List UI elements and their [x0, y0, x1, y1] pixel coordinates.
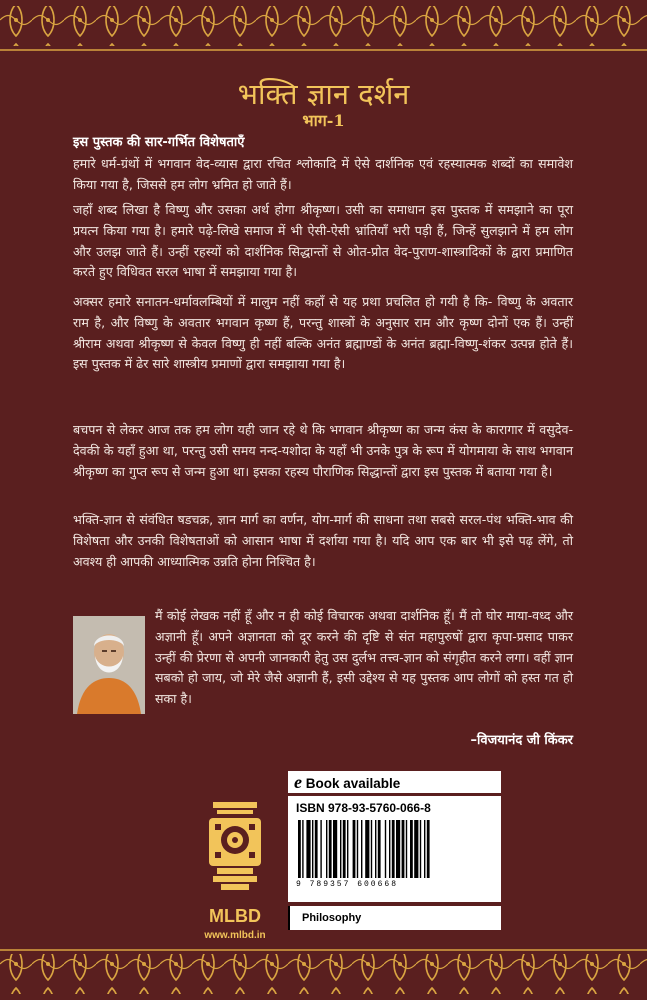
barcode-bar: [312, 820, 313, 878]
barcode-bar: [343, 820, 346, 878]
barcode-bar: [340, 820, 341, 878]
barcode-bar: [365, 820, 369, 878]
author-portrait-icon: [73, 616, 145, 714]
top-ornamental-border: [0, 0, 647, 56]
bottom-border-pattern: [0, 944, 647, 1000]
barcode-digits: 9 789357 600668: [296, 880, 399, 889]
barcode-bar: [302, 820, 303, 878]
back-cover-content: [0, 56, 647, 944]
ebook-label: Book available: [302, 776, 401, 791]
ebook-e-letter: e: [294, 772, 302, 792]
barcode-bar: [427, 820, 430, 878]
book-volume: भाग-1: [302, 111, 345, 130]
blurb-paragraph-2: जहाँ शब्द लिखा है विष्णु और उसका अर्थ होगा श्रीकृष्ण। उसी का समाधान इस पुस्तक में समझाने का पूरा प्रयत्न किया गया है। हमारे पढ़े-लिखे समाज में भी ऐसी-ऐसी भ्रांतियाँ भरी पड़ी हैं, जिन्हें सुलझाने में हम लोग और उलझ जाते हैं। उन्हीं रहस्यों को दार्शनिक सिद्धान्तों से ओत-प्रोत वेद-पुराण-शास्त्रादिकों के द्वारा प्रमाणित करते हुए विधिवत सरल भाषा में समझाया गया है।: [73, 202, 573, 280]
top-border-pattern: [0, 0, 647, 56]
blurb-paragraph-3: अक्सर हमारे सनातन-धर्मावलम्बियों में मालुम नहीं कहाँ से यह प्रथा प्रचलित हो गयी है कि- विष्णु के अवतार राम है, और विष्णु के अवतार भगवान कृष्ण हैं, परन्तु शास्त्रों के अनुसार राम और कृष्ण दोनों एक हैं। उन्हीं श्रीराम अथवा श्रीकृष्ण से केवल विष्णु ही नहीं बल्कि अनंत ब्रह्माण्डों के अनंत ब्रह्मा-विष्णु-शंकर उत्पन्न होते हैं। इस पुस्तक में ढेर सारे शास्त्रीय प्रमाणों द्वारा समझाया गया है।: [73, 294, 573, 372]
barcode-bar: [424, 820, 425, 878]
features-heading: इस पुस्तक की सार-गर्भित विशेषताएँ: [73, 135, 245, 150]
barcode-bar: [329, 820, 332, 878]
barcode-bar: [306, 820, 310, 878]
publisher-url: www.mlbd.in: [204, 930, 266, 941]
barcode-bar: [315, 820, 318, 878]
barcode-bar: [392, 820, 395, 878]
barcode-bar: [378, 820, 381, 878]
barcode-bar: [298, 820, 301, 878]
barcode-bar: [375, 820, 376, 878]
barcode-bar: [326, 820, 327, 878]
barcode-bar: [396, 820, 400, 878]
barcode-icon: [296, 820, 494, 878]
isbn-number: ISBN 978-93-5760-066-8: [296, 801, 431, 815]
barcode-bar: [410, 820, 413, 878]
barcode-bar: [357, 820, 358, 878]
barcode-bar: [320, 820, 321, 878]
bottom-ornamental-border: [0, 944, 647, 1000]
ebook-badge: [288, 771, 501, 793]
author-quote: मैं कोई लेखक नहीं हूँ और न ही कोई विचारक अथवा दार्शनिक हूँ। मैं तो घोर माया-वध्द और अज्ञानी हूँ। अपने अज्ञानता को दूर करने की दृष्टि से संत महापुरुषों द्वारा कृपा-प्रसाद पाकर उन्हीं की प्रेरणा से अपनी जानकारी हेतु उस दुर्लभ तत्त्व-ज्ञान को संगृहीत करने लगा। वहीं ज्ञान सबको हो जाय, जो मेरे जैसे अज्ञानी हैं, इसी उद्देश्य से यह पुस्तक आप लोगों को हस्त गत हो सका है।: [155, 608, 573, 707]
blurb-paragraph-4: बचपन से लेकर आज तक हम लोग यही जान रहे थे कि भगवान श्रीकृष्ण का जन्म कंस के कारागार में वसुदेव-देवकी के यहाँ हुआ था, परन्तु उसी समय नन्द-यशोदा के यहाँ भी उनके पुत्र के रूप में योगमाया के साथ भगवान श्रीकृष्ण का गुप्त रूप से जन्म हुआ था। इसका रहस्य पौराणिक सिद्धान्तों द्वारा इस पुस्तक में बताया गया है।: [73, 422, 573, 479]
barcode-bar: [347, 820, 348, 878]
barcode-bar: [361, 820, 362, 878]
barcode-bar: [353, 820, 356, 878]
book-title: भक्ति ज्ञान दर्शन: [237, 77, 410, 111]
barcode-bar: [402, 820, 405, 878]
isbn-barcode-box: [288, 796, 501, 902]
author-photo: [73, 616, 145, 714]
barcode-bar: [389, 820, 390, 878]
author-signature: –विजयानंद जी किंकर: [470, 733, 573, 748]
barcode-bar: [385, 820, 386, 878]
publisher-name: MLBD: [209, 906, 261, 926]
barcode-bar: [414, 820, 418, 878]
barcode-bar: [371, 820, 372, 878]
barcode-bar: [406, 820, 407, 878]
publisher-logo-icon: [195, 794, 275, 924]
category-label: Philosophy: [288, 906, 501, 930]
blurb-paragraph-1: हमारे धर्म-ग्रंथों में भगवान वेद-व्यास द्वारा रचित श्लोकादि में ऐसे दार्शनिक एवं रहस्यात्मक शब्दों का समावेश किया गया है, जिससे हम लोग भ्रमित हो जाते हैं।: [73, 156, 573, 192]
barcode-bar: [420, 820, 421, 878]
barcode-bar: [333, 820, 337, 878]
blurb-paragraph-5: भक्ति-ज्ञान से संवंधित षडचक्र, ज्ञान मार्ग का वर्णन, योग-मार्ग की साधना तथा सबसे सरल-पंथ भक्ति-भाव की विशेषता और उनकी विशेषताओं को आसान भाषा में दर्शाया गया है। यदि आप एक बार भी इसे पढ़ लेंगे, तो अवश्य ही आपकी आध्यात्मिक उन्नति होना निश्चित है।: [73, 512, 573, 569]
